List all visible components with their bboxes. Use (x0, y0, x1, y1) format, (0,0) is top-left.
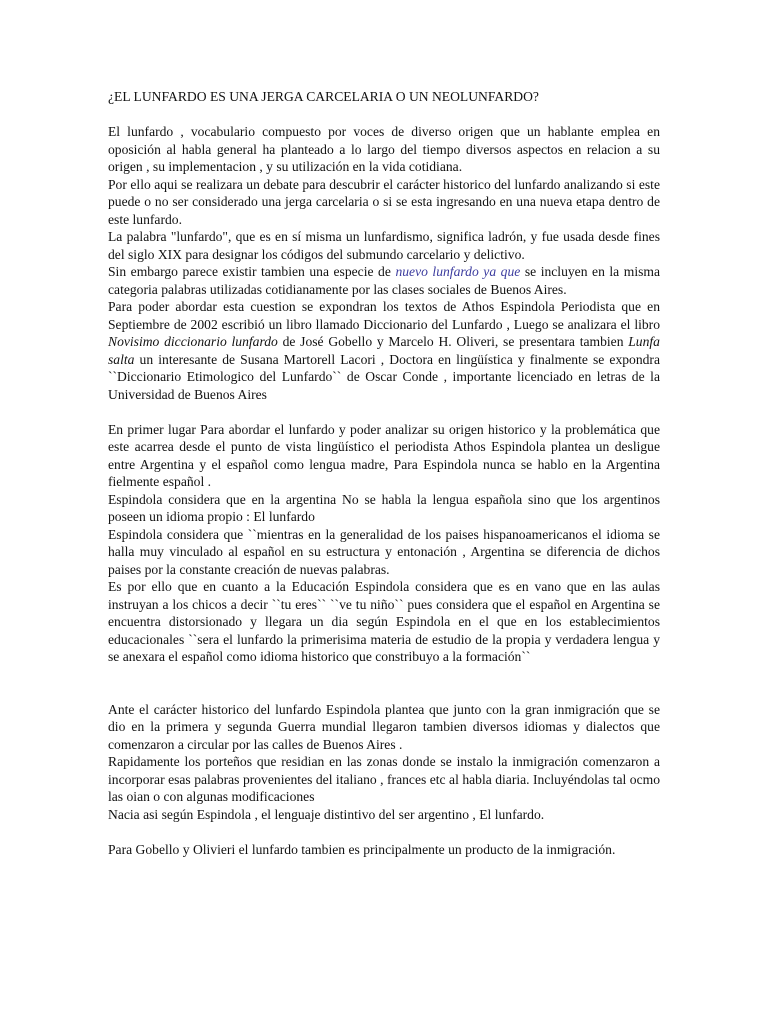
book-title-lunfa-salta: Lunfa salta (108, 334, 660, 367)
paragraph-espindola-educacion: Es por ello que en cuanto a la Educación Espindola considera que es en vano que en las aulas instruyan a los chicos a decir ``tu eres`` ``ve tu niño`` pues considera que el español en Argentina se encuentra distorsionado y llegara un dia según Espindola en el que en los establecimientos educacionales ``sera el lunfardo la primerisima materia de estudio de la propia y verdadera lengua y se anexara el español como idioma historico que constribuyo a la formación`` (108, 579, 660, 664)
text-span: Para poder abordar esta cuestion se expondran los textos de Athos Espindola Periodista que en Septiembre de 2002 escribió un libro llamado Diccionario del Lunfardo , Luego se analizara el libro (108, 299, 660, 332)
document-title: ¿EL LUNFARDO ES UNA JERGA CARCELARIA O UN NEOLUNFARDO? (108, 89, 539, 104)
text-span: un interesante de Susana Martorell Lacori , Doctora en lingüística y finalmente se expondra ``Diccionario Etimologico del Lunfardo`` de Oscar Conde , importante licenciado en letras de la Universidad de Buenos Aires (108, 351, 660, 402)
paragraph-intro: El lunfardo , vocabulario compuesto por voces de diverso origen que un hablante emplea en oposición al habla general ha planteado a lo largo del tiempo diversos aspectos en relacion a su origen , su implementacion , y su utilización en la vida cotidiana. (108, 124, 660, 174)
book-title-novisimo: Novisimo diccionario lunfardo (108, 334, 278, 349)
paragraph-espindola-idioma: Espindola considera que en la argentina No se habla la lengua española sino que los argentinos poseen un idioma propio : El lunfardo (108, 491, 660, 524)
paragraph-inmigracion: Ante el carácter historico del lunfardo Espindola plantea que junto con la gran inmigración que se dio en la primera y segunda Guerra mundial llegaron tambien diversos idiomas y dialectos que comenzaron a circular por las calles de Buenos Aires . (108, 701, 660, 752)
paragraph-gobello: Para Gobello y Olivieri el lunfardo tambien es principalmente un producto de la inmigración. (108, 841, 616, 857)
paragraph-espindola-origin: En primer lugar Para abordar el lunfardo y poder analizar su origen historico y la problemática que este acarrea desde el punto de vista lingüístico el periodista Athos Espindola plantea un desligue entre Argentina y el español como lengua madre, Para Espindola nunca se hablo en la Argentina fielmente español . (108, 421, 660, 489)
paragraph-definition: La palabra "lunfardo", que es en sí misma un lunfardismo, significa ladrón, y fue usada desde fines del siglo XIX para designar los códigos del submundo carcelario y delictivo. (108, 229, 660, 262)
text-span: de José Gobello y Marcelo H. Oliveri, se presentara tambien (277, 334, 629, 349)
paragraph-portenos: Rapidamente los porteños que residian en las zonas donde se instalo la inmigración comenzaron a incorporar esas palabras provenientes del italiano , frances etc al habla diaria. Incluyéndolas tal ocmo las oian o con algunas modificaciones (108, 754, 660, 804)
paragraph-neolunfardo (108, 263, 660, 298)
paragraph-debate: Por ello aqui se realizara un debate para descubrir el carácter historico del lunfardo analizando si este puede o no ser considerado una jerga carcelaria o si se esta ingresando en una nueva etapa dentro de este lunfardo. (108, 176, 660, 227)
document-body (108, 88, 660, 858)
paragraph-sources (108, 298, 660, 403)
hyperlink-nuevo-lunfardo[interactable]: nuevo lunfardo ya que (395, 264, 521, 279)
text-span: Sin embargo parece existir tambien una especie de (108, 264, 396, 279)
text-span: se incluyen en la misma categoria palabras utilizadas cotidianamente por las clases sociales de Buenos Aires. (108, 264, 661, 297)
paragraph-espindola-quote: Espindola considera que ``mientras en la generalidad de los paises hispanoamericanos el idioma se halla muy vinculado al español en su estructura y entonación , Argentina se diferencia de dichos paises por la constante creación de nuevas palabras. (108, 526, 660, 577)
paragraph-nacia: Nacia asi según Espindola , el lenguaje distintivo del ser argentino , El lunfardo. (108, 806, 545, 822)
